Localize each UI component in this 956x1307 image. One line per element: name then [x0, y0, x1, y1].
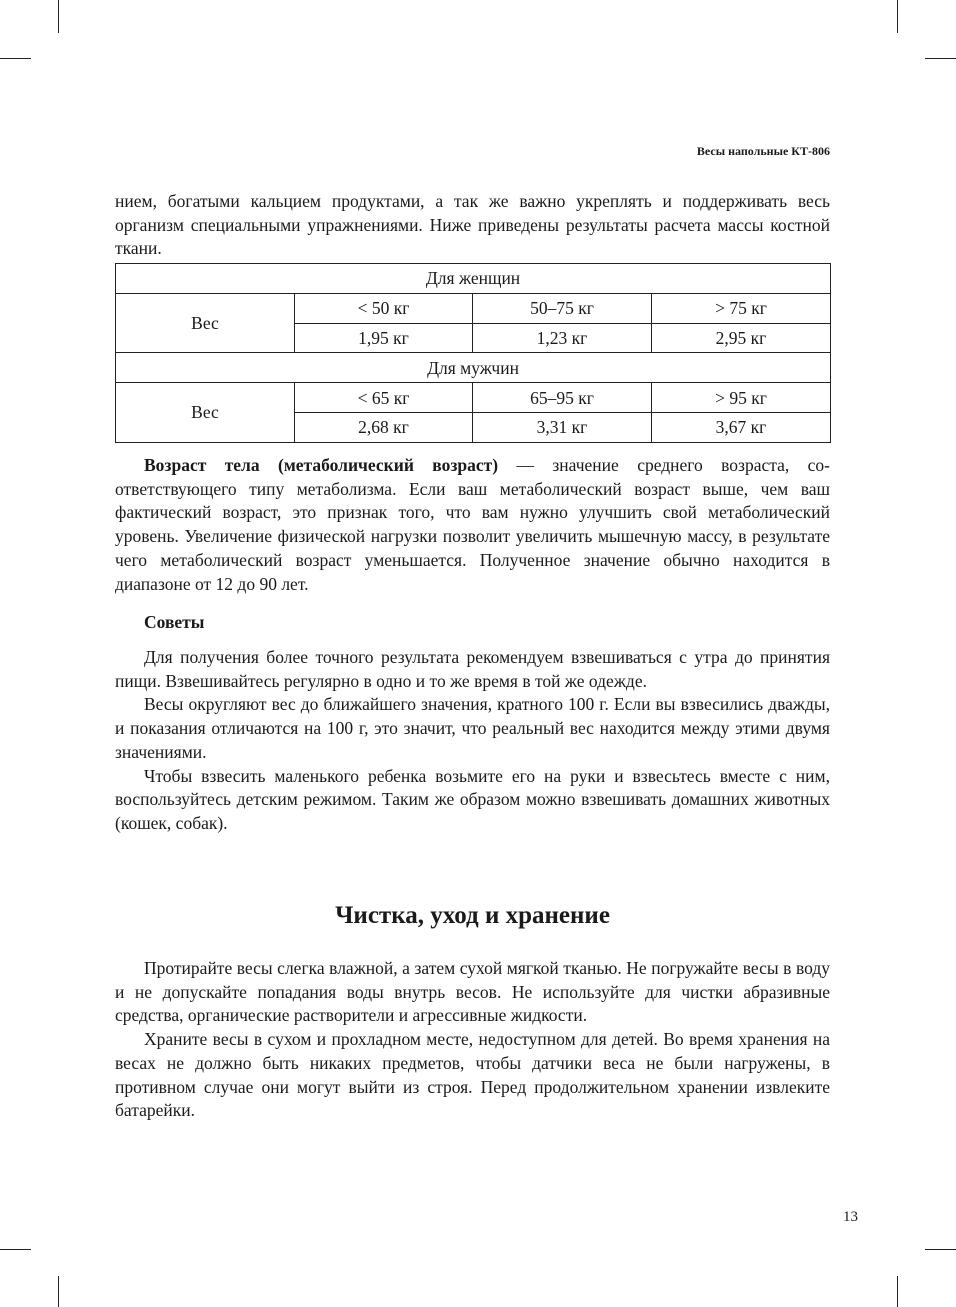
table-cell: 3,67 кг — [652, 412, 831, 442]
metabolic-term: Возраст тела (метаболический возраст) — [144, 455, 499, 475]
page-number: 13 — [843, 1209, 858, 1225]
care-paragraph: Протирайте весы слегка влажной, а затем сухой мягкой тканью. Не погружайте весы в воду и не допускайте попадания воды внутрь весов. Не используйте для чистки абразивные средства, органические растворители и агрессивные жидкости. — [115, 958, 830, 1026]
tips-paragraph: Для получения более точного результата рекомендуем взвешиваться с утра до принятия пищи. Взвешивайтесь регулярно в одно и то же время в той же одежде. — [115, 647, 830, 691]
crop-mark — [58, 0, 59, 33]
men-title-cell: Для мужчин — [116, 353, 831, 383]
table-cell: 1,23 кг — [473, 323, 652, 353]
care-paragraph: Храните весы в сухом и прохладном месте, недоступном для детей. Во время хранения на весах не должно быть никаких предметов, чтобы датчики веса не были нагружены, в противном случае они могут выйти из строя. Перед продолжительном хранении извлеките батарейки. — [115, 1029, 830, 1121]
tips-heading: Советы — [144, 612, 205, 632]
table-cell: 2,95 кг — [652, 323, 831, 353]
table-cell: < 50 кг — [295, 293, 473, 323]
women-title-cell: Для женщин — [116, 264, 831, 294]
table-row — [116, 264, 831, 294]
crop-mark — [0, 58, 31, 59]
tips-paragraph: Весы округляют вес до ближайшего значения, кратного 100 г. Если вы взвесились дважды, и показания отличаются на 100 г, это значит, что реальный вес находится между этими двумя значениями. — [115, 694, 830, 762]
intro-block — [115, 190, 830, 261]
metabolic-age-block — [115, 454, 830, 596]
women-weight-label: Вес — [116, 293, 295, 353]
care-block — [115, 957, 830, 1123]
table-cell: 50–75 кг — [473, 293, 652, 323]
bone-mass-table — [115, 263, 831, 443]
tips-block — [115, 611, 830, 635]
table-cell: > 75 кг — [652, 293, 831, 323]
table-cell: < 65 кг — [295, 383, 473, 413]
table-cell: 65–95 кг — [473, 383, 652, 413]
crop-mark — [58, 1276, 59, 1307]
table-cell: > 95 кг — [652, 383, 831, 413]
table-row — [116, 353, 831, 383]
crop-mark — [897, 0, 898, 33]
crop-mark — [925, 1249, 956, 1250]
table-cell: 1,95 кг — [295, 323, 473, 353]
running-header: Весы напольные КТ-806 — [696, 144, 830, 158]
tips-paragraph: Чтобы взвесить маленького ребенка возьмите его на руки и взвесьтесь вместе с ним, воспользуйтесь детским режимом. Таким же образом можно взвешивать домашних животных (кошек, собак). — [115, 765, 830, 833]
crop-mark — [925, 58, 956, 59]
men-weight-label: Вес — [116, 383, 295, 443]
crop-mark — [0, 1249, 31, 1250]
tips-paragraphs — [115, 646, 830, 836]
intro-paragraph: нием, богатыми кальцием продуктами, а так же важно укреплять и поддерживать весь организм специальными упражнениями. Ниже приведены результаты расчета массы костной ткани. — [115, 191, 830, 259]
crop-mark — [897, 1276, 898, 1307]
table-row — [116, 293, 831, 323]
table-cell: 2,68 кг — [295, 412, 473, 442]
table-cell: 3,31 кг — [473, 412, 652, 442]
metabolic-paragraph — [115, 454, 830, 596]
metabolic-definition: — значение среднего возраста, соответствующего типу метаболизма. Если ваш метаболический возраст выше, чем ваш фактический возраст, это признак того, что вам нужно улучшить свой метаболический уровень. Увеличение физической нагрузки позволит увеличить мышечную массу, в результате чего метаболический возраст уменьшается. Полученное значение обычно находится в диапазоне от 12 до 90 лет. — [115, 455, 830, 594]
table-row — [116, 383, 831, 413]
care-section-title: Чистка, уход и хранение — [335, 902, 610, 929]
